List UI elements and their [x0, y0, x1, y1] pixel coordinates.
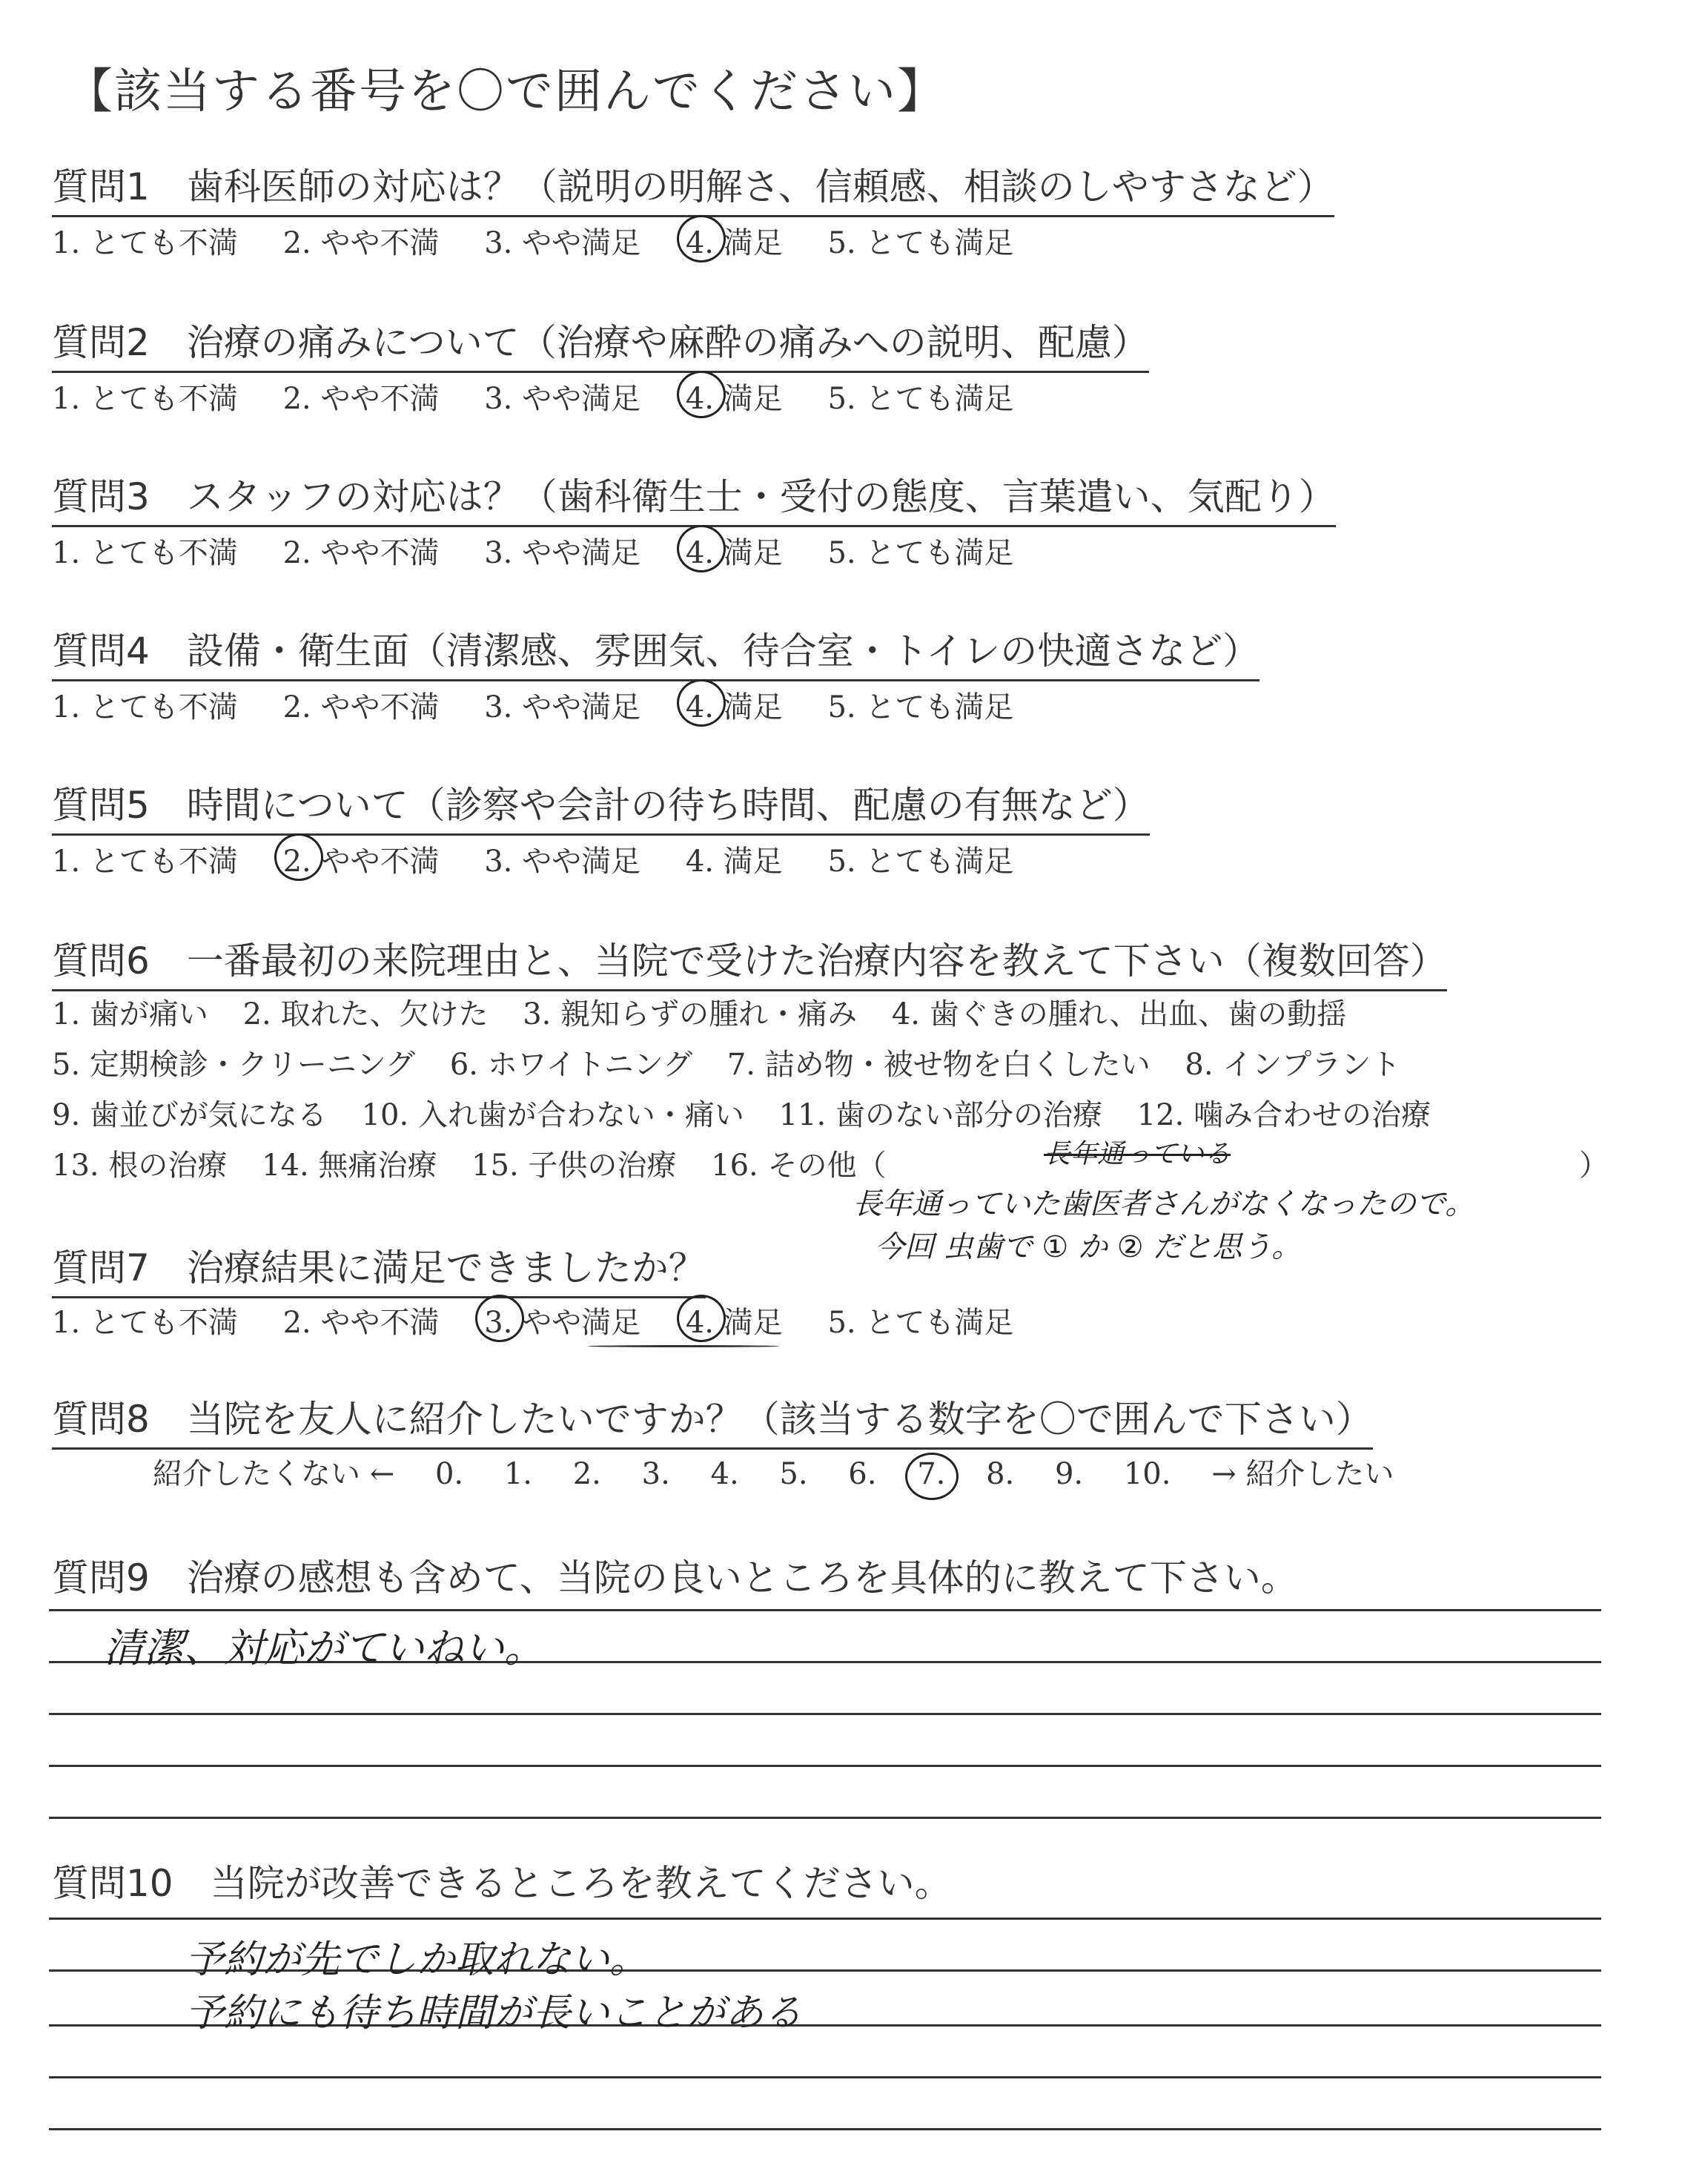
- question-3-title: 質問3 スタッフの対応は？（歯科衛生士・受付の態度、言葉遣い、気配り）: [52, 467, 1336, 527]
- q3-option-4-selected[interactable]: 4. 満足: [686, 529, 783, 572]
- q6-option-14[interactable]: 14. 無痛治療: [262, 1149, 437, 1183]
- q8-option-9[interactable]: 9.: [1054, 1457, 1084, 1491]
- q8-option-5[interactable]: 5.: [779, 1457, 808, 1491]
- q2-option-3[interactable]: 3. やや満足: [484, 382, 641, 416]
- q8-option-10[interactable]: 10.: [1123, 1457, 1171, 1491]
- q4-option-5[interactable]: 5. とても満足: [827, 690, 1014, 724]
- q2-option-5[interactable]: 5. とても満足: [827, 382, 1014, 416]
- q4-option-2[interactable]: 2. やや不満: [282, 690, 440, 724]
- q6-option-2[interactable]: 2. 取れた、欠けた: [242, 997, 489, 1031]
- q7-option-5[interactable]: 5. とても満足: [827, 1306, 1014, 1340]
- q7-option-3-selected[interactable]: 3. やや満足: [484, 1299, 640, 1341]
- q8-left-label: 紹介したくない ←: [153, 1457, 395, 1491]
- q1-option-2[interactable]: 2. やや不満: [282, 226, 440, 260]
- q6-option-4[interactable]: 4. 歯ぐきの腫れ、出血、歯の動揺: [891, 997, 1347, 1031]
- q6-other-handwritten-line-2: 今回 虫歯で ① か ② だと思う。: [875, 1230, 1302, 1264]
- q9-answer-line-1: [49, 1609, 1601, 1611]
- q7-option-4-selected[interactable]: 4. 満足: [686, 1299, 783, 1341]
- question-8-title: 質問8 当院を友人に紹介したいですか？（該当する数字を〇で囲んで下さい）: [52, 1390, 1373, 1450]
- q6-option-16[interactable]: 16. その他（: [711, 1149, 887, 1183]
- q5-option-2-selected[interactable]: 2. やや不満: [283, 838, 440, 880]
- question-4-title: 質問4 設備・衛生面（清潔感、雰囲気、待合室・トイレの快適さなど）: [52, 621, 1260, 681]
- q6-row-1: [52, 991, 1371, 1033]
- q8-option-8[interactable]: 8.: [986, 1457, 1015, 1491]
- q1-option-3[interactable]: 3. やや満足: [484, 226, 641, 260]
- q1-option-5[interactable]: 5. とても満足: [827, 226, 1014, 260]
- q5-option-4[interactable]: 4. 満足: [685, 845, 783, 879]
- q9-answer-line-4: [49, 1765, 1601, 1767]
- q6-option-15[interactable]: 15. 子供の治療: [471, 1149, 677, 1183]
- question-1-title: 質問1 歯科医師の対応は？（説明の明解さ、信頼感、相談のしやすさなど）: [52, 157, 1334, 217]
- q10-handwritten-answer-line-2: 予約にも待ち時間が長いことがある: [185, 1991, 803, 2035]
- question-5-options: [52, 838, 1049, 880]
- question-2-options: [52, 375, 1049, 417]
- q8-option-0[interactable]: 0.: [434, 1457, 464, 1491]
- question-6-title: 質問6 一番最初の来院理由と、当院で受けた治療内容を教えて下さい（複数回答）: [52, 931, 1447, 991]
- q7-option-2[interactable]: 2. やや不満: [282, 1306, 440, 1340]
- q7-option-1[interactable]: 1. とても不満: [52, 1306, 238, 1340]
- q6-option-6[interactable]: 6. ホワイトニング: [449, 1048, 693, 1082]
- q3-option-1[interactable]: 1. とても不満: [52, 536, 238, 570]
- q10-handwritten-answer-line-1: 予約が先でしか取れない。: [185, 1938, 649, 1982]
- q4-option-3[interactable]: 3. やや満足: [484, 690, 641, 724]
- q9-handwritten-answer: 清潔、対応がていねい。: [104, 1625, 544, 1671]
- q5-option-5[interactable]: 5. とても満足: [827, 845, 1014, 879]
- question-1-options: [52, 219, 1049, 262]
- q8-option-3[interactable]: 3.: [641, 1457, 670, 1491]
- q5-option-1[interactable]: 1. とても不満: [52, 845, 238, 879]
- q5-option-3[interactable]: 3. やや満足: [484, 845, 641, 879]
- q10-answer-line-5: [49, 2128, 1601, 2130]
- q8-scale: [153, 1450, 1425, 1493]
- q10-answer-line-4: [49, 2076, 1601, 2078]
- q2-option-4-selected[interactable]: 4. 満足: [686, 375, 783, 417]
- q1-option-1[interactable]: 1. とても不満: [52, 226, 238, 260]
- q4-option-1[interactable]: 1. とても不満: [52, 690, 238, 724]
- q8-option-7-selected[interactable]: 7.: [917, 1457, 946, 1491]
- q8-right-label: → 紹介したい: [1211, 1457, 1394, 1491]
- q6-option-3[interactable]: 3. 親知らずの腫れ・痛み: [523, 997, 858, 1031]
- q10-answer-line-1: [49, 1918, 1601, 1920]
- question-4-options: [52, 684, 1049, 726]
- q3-option-5[interactable]: 5. とても満足: [827, 536, 1014, 570]
- q4-option-4-selected[interactable]: 4. 満足: [686, 684, 783, 726]
- q6-other-struck-text: 長年通っている: [1044, 1139, 1231, 1169]
- q7-underline-mark: [587, 1345, 780, 1347]
- q9-answer-line-5: [49, 1817, 1601, 1819]
- q6-other-close-paren: ）: [1579, 1149, 1609, 1183]
- question-2-title: 質問2 治療の痛みについて（治療や麻酔の痛みへの説明、配慮）: [52, 313, 1149, 373]
- q6-option-10[interactable]: 10. 入れ歯が合わない・痛い: [361, 1098, 744, 1132]
- q8-option-2[interactable]: 2.: [572, 1457, 601, 1491]
- q8-option-4[interactable]: 4.: [710, 1457, 739, 1491]
- q3-option-2[interactable]: 2. やや不満: [282, 536, 440, 570]
- question-7-options: [52, 1299, 1049, 1341]
- q6-option-13[interactable]: 13. 根の治療: [52, 1149, 228, 1183]
- question-9-title: 質問9 治療の感想も含めて、当院の良いところを具体的に教えて下さい。: [52, 1556, 1298, 1599]
- question-5-title: 質問5 時間について（診察や会計の待ち時間、配慮の有無など）: [52, 776, 1150, 836]
- question-3-options: [52, 529, 1049, 572]
- q8-option-1[interactable]: 1.: [503, 1457, 533, 1491]
- q6-option-11[interactable]: 11. 歯のない部分の治療: [778, 1098, 1102, 1132]
- q6-option-7[interactable]: 7. 詰め物・被せ物を白くしたい: [726, 1048, 1151, 1082]
- q6-option-9[interactable]: 9. 歯並びが気になる: [52, 1098, 327, 1132]
- q2-option-2[interactable]: 2. やや不満: [282, 382, 440, 416]
- q6-option-5[interactable]: 5. 定期検診・クリーニング: [52, 1048, 416, 1082]
- question-10-title: 質問10 当院が改善できるところを教えてください。: [52, 1862, 952, 1905]
- q2-option-1[interactable]: 1. とても不満: [52, 382, 238, 416]
- q8-option-6[interactable]: 6.: [848, 1457, 877, 1491]
- q6-option-12[interactable]: 12. 噛み合わせの治療: [1136, 1098, 1431, 1132]
- q3-option-3[interactable]: 3. やや満足: [484, 536, 641, 570]
- q1-option-4-selected[interactable]: 4. 満足: [686, 219, 783, 262]
- page-title: 【該当する番号を〇で囲んでください】: [65, 65, 946, 119]
- question-7-title: 質問7 治療結果に満足できましたか？: [52, 1238, 706, 1298]
- q6-option-8[interactable]: 8. インプラント: [1185, 1048, 1401, 1082]
- q9-answer-line-3: [49, 1713, 1601, 1715]
- q6-option-1[interactable]: 1. 歯が痛い: [52, 997, 208, 1031]
- q6-row-3: [52, 1091, 1456, 1134]
- q6-other-handwritten-line-1: 長年通っていた歯医者さんがなくなったので。: [853, 1187, 1475, 1221]
- q6-row-2: [52, 1041, 1426, 1083]
- q6-row-4: [52, 1142, 911, 1184]
